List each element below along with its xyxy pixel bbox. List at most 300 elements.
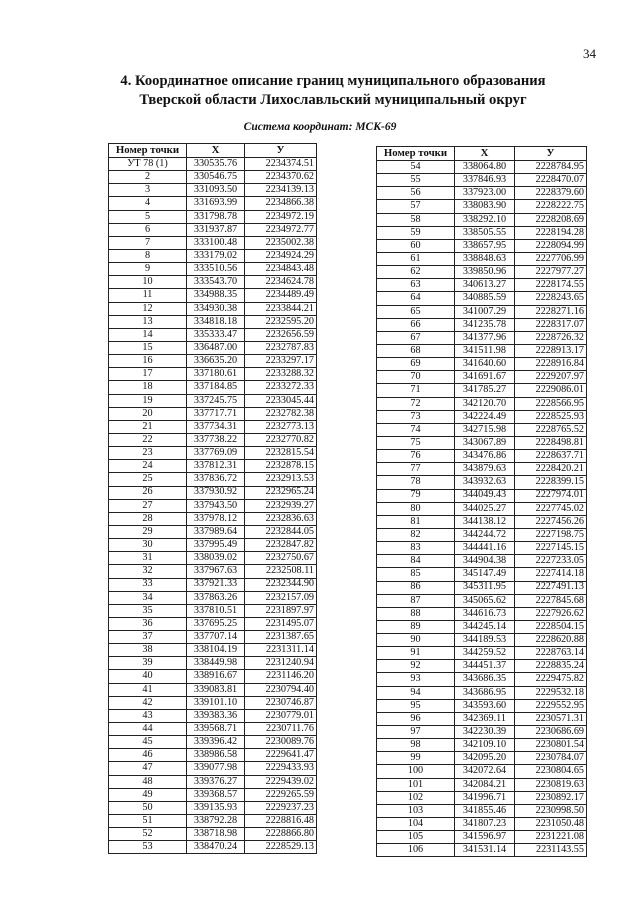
point-number-cell: 43 — [109, 709, 187, 722]
x-cell: 338039.02 — [187, 552, 245, 565]
table-row — [109, 249, 317, 262]
table-row — [109, 302, 317, 315]
point-number-cell: 64 — [377, 292, 455, 305]
x-cell: 344904.38 — [455, 555, 515, 568]
point-number-cell: 79 — [377, 489, 455, 502]
y-cell: 2229552.95 — [515, 699, 587, 712]
y-cell: 2234489.49 — [245, 289, 317, 302]
table-row — [377, 252, 587, 265]
table-row — [377, 844, 587, 857]
point-number-cell: 95 — [377, 699, 455, 712]
y-cell: 2228525.93 — [515, 410, 587, 423]
table-row — [377, 292, 587, 305]
y-cell: 2232847.82 — [245, 539, 317, 552]
y-cell: 2232773.13 — [245, 420, 317, 433]
table-row — [109, 552, 317, 565]
x-cell: 342715.98 — [455, 423, 515, 436]
x-cell: 339077.98 — [187, 762, 245, 775]
point-number-cell: 47 — [109, 762, 187, 775]
table-header-row — [377, 147, 587, 161]
x-cell: 337734.31 — [187, 420, 245, 433]
table-row — [109, 381, 317, 394]
table-row — [109, 197, 317, 210]
point-number-cell: 21 — [109, 420, 187, 433]
header-point-number: Номер точки — [109, 144, 187, 158]
point-number-cell: 57 — [377, 200, 455, 213]
y-cell: 2231495.07 — [245, 617, 317, 630]
point-number-cell: 103 — [377, 804, 455, 817]
x-cell: 337930.92 — [187, 486, 245, 499]
y-cell: 2228816.48 — [245, 815, 317, 828]
x-cell: 338104.19 — [187, 644, 245, 657]
table-row — [377, 305, 587, 318]
x-cell: 336487.00 — [187, 341, 245, 354]
point-number-cell: 26 — [109, 486, 187, 499]
table-row — [377, 397, 587, 410]
table-row — [377, 673, 587, 686]
header-point-number: Номер точки — [377, 147, 455, 161]
y-cell: 2230804.65 — [515, 765, 587, 778]
x-cell: 344049.43 — [455, 489, 515, 502]
table-row — [377, 279, 587, 292]
y-cell: 2229237.23 — [245, 801, 317, 814]
x-cell: 335333.47 — [187, 328, 245, 341]
point-number-cell: 49 — [109, 788, 187, 801]
table-row — [377, 476, 587, 489]
point-number-cell: 82 — [377, 528, 455, 541]
x-cell: 342369.11 — [455, 712, 515, 725]
table-row — [109, 670, 317, 683]
x-cell: 338449.98 — [187, 657, 245, 670]
table-row — [377, 502, 587, 515]
point-number-cell: 93 — [377, 673, 455, 686]
x-cell: 334930.38 — [187, 302, 245, 315]
table-row — [109, 433, 317, 446]
y-cell: 2228194.28 — [515, 226, 587, 239]
table-row — [109, 696, 317, 709]
table-row — [377, 752, 587, 765]
point-number-cell: 17 — [109, 368, 187, 381]
y-cell: 2227233.05 — [515, 555, 587, 568]
point-number-cell: 67 — [377, 331, 455, 344]
y-cell: 2229475.82 — [515, 673, 587, 686]
x-cell: 333543.70 — [187, 276, 245, 289]
x-cell: 337943.50 — [187, 499, 245, 512]
table-row — [109, 236, 317, 249]
x-cell: 338848.63 — [455, 252, 515, 265]
header-x: X — [187, 144, 245, 158]
x-cell: 339568.71 — [187, 723, 245, 736]
x-cell: 339135.93 — [187, 801, 245, 814]
point-number-cell: 80 — [377, 502, 455, 515]
point-number-cell: 12 — [109, 302, 187, 315]
x-cell: 343476.86 — [455, 450, 515, 463]
x-cell: 337769.09 — [187, 447, 245, 460]
table-row — [109, 407, 317, 420]
x-cell: 341235.78 — [455, 318, 515, 331]
point-number-cell: 39 — [109, 657, 187, 670]
y-cell: 2228208.69 — [515, 213, 587, 226]
x-cell: 341785.27 — [455, 384, 515, 397]
x-cell: 337245.75 — [187, 394, 245, 407]
table-row — [109, 604, 317, 617]
y-cell: 2230819.63 — [515, 778, 587, 791]
table-row — [377, 620, 587, 633]
x-cell: 337863.26 — [187, 591, 245, 604]
point-number-cell: 16 — [109, 355, 187, 368]
table-row — [109, 210, 317, 223]
table-row — [377, 331, 587, 344]
x-cell: 339383.36 — [187, 709, 245, 722]
x-cell: 341855.46 — [455, 804, 515, 817]
table-row — [377, 660, 587, 673]
y-cell: 2227456.26 — [515, 515, 587, 528]
x-cell: 341596.97 — [455, 831, 515, 844]
point-number-cell: 88 — [377, 607, 455, 620]
point-number-cell: 68 — [377, 344, 455, 357]
table-row — [109, 801, 317, 814]
table-row — [377, 450, 587, 463]
x-cell: 341807.23 — [455, 818, 515, 831]
point-number-cell: 31 — [109, 552, 187, 565]
point-number-cell: 78 — [377, 476, 455, 489]
table-row — [109, 341, 317, 354]
table-row — [109, 578, 317, 591]
point-number-cell: 91 — [377, 647, 455, 660]
table-row — [109, 644, 317, 657]
table-row — [109, 263, 317, 276]
x-cell: 345065.62 — [455, 594, 515, 607]
y-cell: 2228222.75 — [515, 200, 587, 213]
heading-line-2: Тверской области Лихославльский муниципальный округ — [139, 92, 527, 108]
y-cell: 2228866.80 — [245, 828, 317, 841]
x-cell: 338718.98 — [187, 828, 245, 841]
point-number-cell: 46 — [109, 749, 187, 762]
table-row — [109, 512, 317, 525]
point-number-cell: 34 — [109, 591, 187, 604]
point-number-cell: 33 — [109, 578, 187, 591]
point-number-cell: 38 — [109, 644, 187, 657]
point-number-cell: 25 — [109, 473, 187, 486]
table-row — [109, 315, 317, 328]
header-y: У — [515, 147, 587, 161]
y-cell: 2235002.38 — [245, 236, 317, 249]
y-cell: 2229439.02 — [245, 775, 317, 788]
x-cell: 341511.98 — [455, 344, 515, 357]
table-row — [109, 749, 317, 762]
y-cell: 2230779.01 — [245, 709, 317, 722]
point-number-cell: 29 — [109, 525, 187, 538]
y-cell: 2234374.51 — [245, 158, 317, 171]
point-number-cell: 18 — [109, 381, 187, 394]
x-cell: 343593.60 — [455, 699, 515, 712]
y-cell: 2232815.54 — [245, 447, 317, 460]
x-cell: 341691.67 — [455, 371, 515, 384]
table-row — [377, 804, 587, 817]
table-row — [109, 328, 317, 341]
table-row — [109, 276, 317, 289]
table-row — [377, 568, 587, 581]
point-number-cell: 5 — [109, 210, 187, 223]
x-cell: 344259.52 — [455, 647, 515, 660]
point-number-cell: 40 — [109, 670, 187, 683]
table-row — [377, 200, 587, 213]
point-number-cell: 87 — [377, 594, 455, 607]
y-cell: 2228470.07 — [515, 174, 587, 187]
table-row — [377, 318, 587, 331]
header-x: X — [455, 147, 515, 161]
table-row — [377, 187, 587, 200]
y-cell: 2229207.97 — [515, 371, 587, 384]
x-cell: 331937.87 — [187, 223, 245, 236]
table-row — [109, 394, 317, 407]
y-cell: 2227745.02 — [515, 502, 587, 515]
point-number-cell: 74 — [377, 423, 455, 436]
table-row — [377, 226, 587, 239]
x-cell: 338292.10 — [455, 213, 515, 226]
y-cell: 2229433.93 — [245, 762, 317, 775]
point-number-cell: 23 — [109, 447, 187, 460]
table-row — [377, 726, 587, 739]
table-row — [109, 184, 317, 197]
point-number-cell: 77 — [377, 463, 455, 476]
x-cell: 337995.49 — [187, 539, 245, 552]
y-cell: 2228504.15 — [515, 620, 587, 633]
x-cell: 345147.49 — [455, 568, 515, 581]
point-number-cell: 4 — [109, 197, 187, 210]
x-cell: 337707.14 — [187, 631, 245, 644]
table-row — [109, 420, 317, 433]
table-row — [109, 631, 317, 644]
y-cell: 2234624.78 — [245, 276, 317, 289]
x-cell: 345311.95 — [455, 581, 515, 594]
table-row — [377, 463, 587, 476]
point-number-cell: 104 — [377, 818, 455, 831]
y-cell: 2230784.07 — [515, 752, 587, 765]
x-cell: 341007.29 — [455, 305, 515, 318]
table-row — [109, 617, 317, 630]
x-cell: 343932.63 — [455, 476, 515, 489]
point-number-cell: 81 — [377, 515, 455, 528]
table-row — [377, 410, 587, 423]
x-cell: 342072.64 — [455, 765, 515, 778]
point-number-cell: 13 — [109, 315, 187, 328]
table-row — [109, 657, 317, 670]
table-row — [377, 266, 587, 279]
table-row — [109, 368, 317, 381]
coordinates-table-right — [376, 146, 587, 857]
y-cell: 2232787.83 — [245, 341, 317, 354]
y-cell: 2231240.94 — [245, 657, 317, 670]
y-cell: 2228637.71 — [515, 450, 587, 463]
point-number-cell: 37 — [109, 631, 187, 644]
point-number-cell: 90 — [377, 634, 455, 647]
y-cell: 2232508.11 — [245, 565, 317, 578]
y-cell: 2232878.15 — [245, 460, 317, 473]
table-row — [377, 436, 587, 449]
y-cell: 2227845.68 — [515, 594, 587, 607]
x-cell: 342095.20 — [455, 752, 515, 765]
table-row — [109, 762, 317, 775]
table-row — [109, 539, 317, 552]
x-cell: 341377.96 — [455, 331, 515, 344]
x-cell: 334988.35 — [187, 289, 245, 302]
point-number-cell: 105 — [377, 831, 455, 844]
y-cell: 2230794.40 — [245, 683, 317, 696]
y-cell: 2232913.53 — [245, 473, 317, 486]
point-number-cell: 44 — [109, 723, 187, 736]
x-cell: 337695.25 — [187, 617, 245, 630]
table-row — [377, 791, 587, 804]
y-cell: 2228784.95 — [515, 161, 587, 174]
x-cell: 330546.75 — [187, 171, 245, 184]
table-row — [109, 788, 317, 801]
table-row — [109, 841, 317, 854]
table-row — [377, 358, 587, 371]
x-cell: 337812.31 — [187, 460, 245, 473]
x-cell: 344138.12 — [455, 515, 515, 528]
y-cell: 2231143.55 — [515, 844, 587, 857]
y-cell: 2232844.05 — [245, 525, 317, 538]
y-cell: 2230089.76 — [245, 736, 317, 749]
x-cell: 337717.71 — [187, 407, 245, 420]
y-cell: 2227977.27 — [515, 266, 587, 279]
point-number-cell: 42 — [109, 696, 187, 709]
table-row — [377, 686, 587, 699]
table-row — [377, 594, 587, 607]
x-cell: 337989.64 — [187, 525, 245, 538]
y-cell: 2233288.32 — [245, 368, 317, 381]
table-row — [377, 831, 587, 844]
y-cell: 2228913.17 — [515, 344, 587, 357]
table-row — [377, 765, 587, 778]
y-cell: 2234972.19 — [245, 210, 317, 223]
point-number-cell: 24 — [109, 460, 187, 473]
x-cell: 341531.14 — [455, 844, 515, 857]
point-number-cell: 92 — [377, 660, 455, 673]
x-cell: 342224.49 — [455, 410, 515, 423]
table-row — [377, 384, 587, 397]
point-number-cell: 72 — [377, 397, 455, 410]
table-row — [109, 709, 317, 722]
table-row — [109, 171, 317, 184]
x-cell: 337810.51 — [187, 604, 245, 617]
table-row — [377, 489, 587, 502]
y-cell: 2228174.55 — [515, 279, 587, 292]
x-cell: 339396.42 — [187, 736, 245, 749]
table-row — [109, 723, 317, 736]
x-cell: 339368.57 — [187, 788, 245, 801]
point-number-cell: 30 — [109, 539, 187, 552]
y-cell: 2233297.17 — [245, 355, 317, 368]
y-cell: 2233272.33 — [245, 381, 317, 394]
y-cell: 2230571.31 — [515, 712, 587, 725]
y-cell: 2228399.15 — [515, 476, 587, 489]
point-number-cell: 51 — [109, 815, 187, 828]
table-row — [377, 239, 587, 252]
table-row — [377, 161, 587, 174]
page-number: 34 — [583, 46, 596, 61]
table-row — [109, 289, 317, 302]
point-number-cell: 10 — [109, 276, 187, 289]
point-number-cell: 106 — [377, 844, 455, 857]
y-cell: 2228317.07 — [515, 318, 587, 331]
point-number-cell: 32 — [109, 565, 187, 578]
y-cell: 2234924.29 — [245, 249, 317, 262]
point-number-cell: 97 — [377, 726, 455, 739]
point-number-cell: УТ 78 (1) — [109, 158, 187, 171]
point-number-cell: 11 — [109, 289, 187, 302]
x-cell: 337184.85 — [187, 381, 245, 394]
point-number-cell: 50 — [109, 801, 187, 814]
table-row — [109, 460, 317, 473]
point-number-cell: 14 — [109, 328, 187, 341]
x-cell: 334818.18 — [187, 315, 245, 328]
x-cell: 344441.16 — [455, 542, 515, 555]
y-cell: 2228379.60 — [515, 187, 587, 200]
table-row — [377, 555, 587, 568]
x-cell: 342084.21 — [455, 778, 515, 791]
x-cell: 342109.10 — [455, 739, 515, 752]
x-cell: 337738.22 — [187, 433, 245, 446]
point-number-cell: 45 — [109, 736, 187, 749]
y-cell: 2233844.21 — [245, 302, 317, 315]
x-cell: 336635.20 — [187, 355, 245, 368]
x-cell: 330535.76 — [187, 158, 245, 171]
table-row — [109, 223, 317, 236]
table-row — [377, 344, 587, 357]
y-cell: 2232750.67 — [245, 552, 317, 565]
x-cell: 344025.27 — [455, 502, 515, 515]
heading-line-1: 4. Координатное описание границ муниципального образования — [120, 73, 546, 89]
table-row — [109, 736, 317, 749]
point-number-cell: 35 — [109, 604, 187, 617]
x-cell: 337180.61 — [187, 368, 245, 381]
point-number-cell: 8 — [109, 249, 187, 262]
y-cell: 2228620.88 — [515, 634, 587, 647]
x-cell: 338083.90 — [455, 200, 515, 213]
y-cell: 2230892.17 — [515, 791, 587, 804]
point-number-cell: 9 — [109, 263, 187, 276]
y-cell: 2228271.16 — [515, 305, 587, 318]
table-row — [109, 499, 317, 512]
table-row — [109, 683, 317, 696]
point-number-cell: 75 — [377, 436, 455, 449]
x-cell: 344616.73 — [455, 607, 515, 620]
x-cell: 340885.59 — [455, 292, 515, 305]
point-number-cell: 15 — [109, 341, 187, 354]
y-cell: 2228498.81 — [515, 436, 587, 449]
point-number-cell: 62 — [377, 266, 455, 279]
x-cell: 344245.14 — [455, 620, 515, 633]
x-cell: 331093.50 — [187, 184, 245, 197]
y-cell: 2234370.62 — [245, 171, 317, 184]
y-cell: 2232836.63 — [245, 512, 317, 525]
y-cell: 2227145.15 — [515, 542, 587, 555]
x-cell: 337836.72 — [187, 473, 245, 486]
table-row — [377, 699, 587, 712]
table-row — [377, 515, 587, 528]
x-cell: 342120.70 — [455, 397, 515, 410]
point-number-cell: 53 — [109, 841, 187, 854]
point-number-cell: 3 — [109, 184, 187, 197]
table-row — [377, 423, 587, 436]
y-cell: 2231146.20 — [245, 670, 317, 683]
x-cell: 341640.60 — [455, 358, 515, 371]
y-cell: 2228765.52 — [515, 423, 587, 436]
y-cell: 2228094.99 — [515, 239, 587, 252]
point-number-cell: 48 — [109, 775, 187, 788]
